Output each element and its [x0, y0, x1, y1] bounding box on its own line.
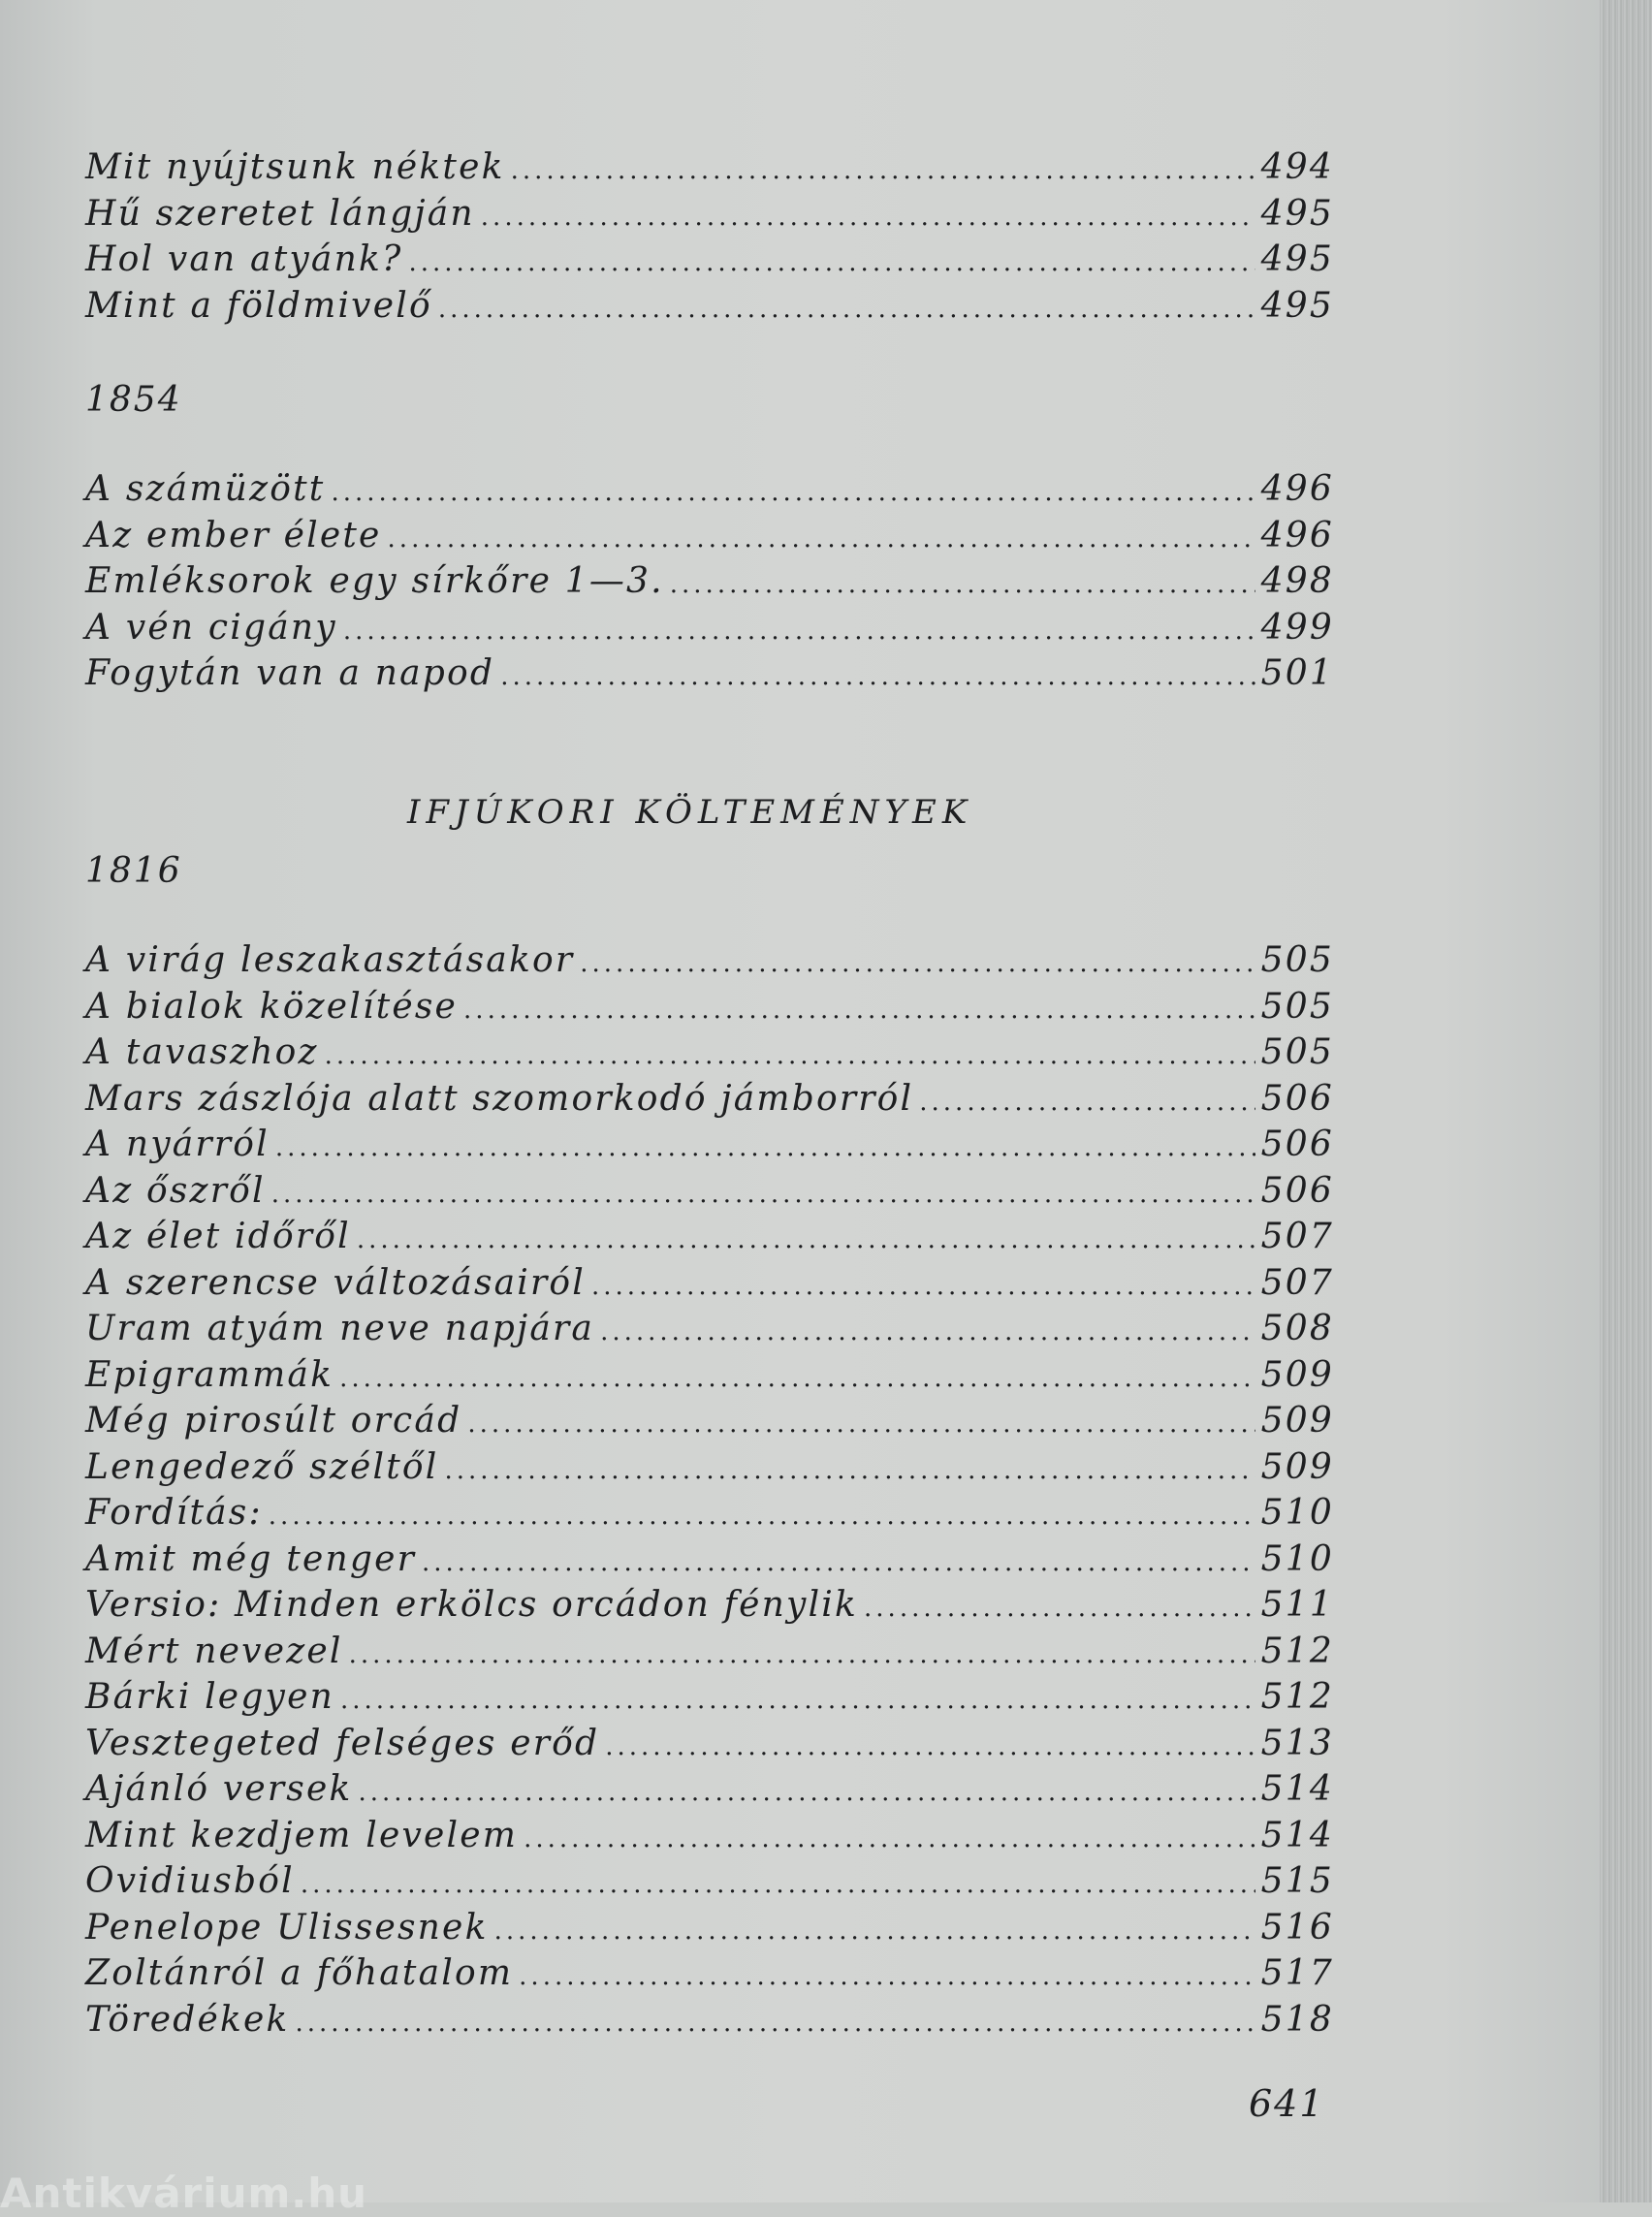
toc-entry-page: 514 [1260, 1815, 1334, 1855]
year-heading-1854: 1854 [85, 380, 182, 420]
toc-entry-title: Epigrammák [85, 1354, 334, 1395]
toc-entry [85, 1263, 1334, 1310]
toc-entry-title: Hű szeretet lángján [85, 193, 475, 234]
toc-entry [85, 286, 1334, 333]
toc-entry-page: 505 [1260, 986, 1334, 1027]
toc-entry-page: 506 [1260, 1124, 1334, 1164]
toc-entry-title: A nyárról [85, 1124, 270, 1164]
dot-leader [325, 1041, 1255, 1070]
toc-entry-page: 516 [1260, 1907, 1334, 1948]
toc-entry-title: Ajánló versek [85, 1769, 353, 1809]
dot-leader [580, 949, 1255, 978]
toc-entry [85, 1401, 1334, 1447]
dot-leader [467, 1409, 1255, 1439]
toc-entry-title: Emléksorok egy sírkőre 1—3. [85, 561, 664, 601]
toc-entry [85, 469, 1334, 516]
toc-entry-title: Mars zászlója alatt szomorkodó jámborról [85, 1078, 914, 1119]
toc-entry [85, 1171, 1334, 1218]
dot-leader [591, 1272, 1255, 1301]
toc-entry [85, 1677, 1334, 1724]
toc-block-1 [85, 147, 1334, 332]
toc-entry-page: 509 [1260, 1446, 1334, 1487]
toc-entry-title: A bialok közelítése [85, 986, 459, 1027]
toc-entry [85, 1539, 1334, 1586]
toc-entry-page: 515 [1260, 1861, 1334, 1901]
toc-entry-page: 495 [1260, 239, 1334, 279]
toc-entry-title: A szerencse változásairól [85, 1262, 587, 1303]
toc-entry [85, 239, 1334, 286]
toc-entry-title: A vén cigány [85, 607, 337, 648]
toc-entry-page: 507 [1260, 1262, 1334, 1303]
dot-leader [463, 996, 1255, 1025]
toc-entry-page: 507 [1260, 1217, 1334, 1256]
toc-entry-page: 510 [1260, 1538, 1334, 1579]
page-number: 641 [1249, 2082, 1325, 2125]
toc-entry-title: Még pirosúlt orcád [85, 1401, 462, 1441]
toc-entry-page: 505 [1260, 940, 1334, 980]
dot-leader [343, 617, 1255, 646]
dot-leader [919, 1088, 1255, 1117]
toc-entry-title: A tavaszhoz [85, 1032, 319, 1072]
toc-entry [85, 516, 1334, 562]
toc-entry [85, 194, 1334, 240]
toc-entry [85, 1447, 1334, 1494]
dot-leader [422, 1548, 1255, 1577]
toc-entry-title: Az ember élete [85, 515, 382, 555]
toc-entry-page: 496 [1260, 515, 1334, 555]
toc-entry [85, 653, 1334, 700]
toc-entry-title: Uram atyám neve napjára [85, 1309, 595, 1348]
toc-entry-page: 506 [1260, 1078, 1334, 1119]
dot-leader [500, 662, 1255, 691]
toc-entry-title: Ovidiusból [85, 1861, 295, 1901]
toc-entry-page: 494 [1260, 147, 1334, 187]
toc-entry [85, 1769, 1334, 1816]
toc-entry-page: 508 [1260, 1309, 1334, 1348]
toc-entry-page: 495 [1260, 193, 1334, 234]
toc-entry-page: 513 [1260, 1723, 1334, 1763]
dot-leader [511, 156, 1255, 185]
watermark: Antikvárium.hu [0, 2169, 368, 2217]
toc-entry-title: Amit még tenger [85, 1538, 417, 1579]
toc-entry-title: Fogytán van a napod [85, 653, 495, 693]
toc-entry-page: 512 [1260, 1631, 1334, 1671]
dot-leader [331, 478, 1255, 507]
dot-leader [438, 295, 1255, 324]
dot-leader [481, 203, 1255, 232]
toc-entry-title: Vesztegeted felséges erőd [85, 1723, 600, 1763]
dot-leader [359, 1778, 1255, 1807]
dot-leader [357, 1225, 1255, 1254]
toc-entry-page: 499 [1260, 607, 1334, 648]
toc-entry-page: 495 [1260, 285, 1334, 326]
toc-entry [85, 1124, 1334, 1171]
dot-leader [388, 524, 1255, 554]
toc-entry [85, 1861, 1334, 1908]
toc-entry-page: 498 [1260, 561, 1334, 601]
toc-entry-page: 514 [1260, 1769, 1334, 1809]
toc-entry-title: Hol van atyánk? [85, 239, 403, 279]
toc-entry-page: 506 [1260, 1170, 1334, 1211]
toc-entry-page: 496 [1260, 469, 1334, 509]
toc-entry-title: Mért nevezel [85, 1631, 343, 1671]
toc-entry-page: 505 [1260, 1032, 1334, 1072]
toc-entry [85, 1217, 1334, 1263]
dot-leader [519, 1962, 1255, 1991]
toc-entry-title: Zoltánról a főhatalom [85, 1953, 514, 1993]
toc-entry [85, 608, 1334, 654]
toc-entry [85, 1309, 1334, 1355]
dot-leader [409, 248, 1255, 277]
toc-entry-page: 501 [1260, 653, 1334, 693]
toc-entry-title: A számüzött [85, 469, 326, 509]
dot-leader [524, 1824, 1255, 1853]
dot-leader [340, 1686, 1255, 1715]
toc-entry [85, 1908, 1334, 1954]
toc-entry [85, 1724, 1334, 1770]
toc-block-2 [85, 469, 1334, 700]
toc-entry-title: Penelope Ulissesnek [85, 1907, 489, 1948]
toc-entry-page: 512 [1260, 1677, 1334, 1717]
toc-entry-page: 517 [1260, 1953, 1334, 1993]
toc-entry [85, 561, 1334, 608]
toc-entry [85, 1816, 1334, 1862]
toc-entry-title: Versio: Minden erkölcs orcádon fénylik [85, 1585, 859, 1625]
dot-leader [349, 1640, 1255, 1669]
toc-entry-title: Az őszről [85, 1170, 266, 1211]
dot-leader [301, 1870, 1255, 1899]
toc-entry-title: Bárki legyen [85, 1677, 334, 1717]
year-heading-1816: 1816 [85, 851, 182, 891]
toc-entry [85, 987, 1334, 1033]
toc-entry-title: A virág leszakasztásakor [85, 940, 575, 980]
toc-entry-page: 509 [1260, 1401, 1334, 1441]
toc-entry-title: Fordítás: [85, 1493, 263, 1533]
toc-entry-title: Az élet időről [85, 1217, 351, 1256]
toc-entry-page: 511 [1260, 1585, 1334, 1625]
toc-entry-title: Mit nyújtsunk néktek [85, 147, 505, 187]
toc-entry-page: 518 [1260, 1999, 1334, 2040]
toc-entry [85, 147, 1334, 194]
section-heading: IFJÚKORI KÖLTEMÉNYEK [407, 793, 973, 832]
dot-leader [445, 1456, 1255, 1485]
dot-leader [605, 1732, 1255, 1761]
toc-entry-title: Töredékek [85, 1999, 290, 2040]
toc-entry [85, 1953, 1334, 2000]
toc-entry-title: Mint kezdjem levelem [85, 1815, 519, 1855]
page-edge [1600, 0, 1652, 2202]
dot-leader [296, 2009, 1255, 2038]
toc-entry-title: Lengedező széltől [85, 1446, 439, 1487]
toc-entry [85, 1355, 1334, 1402]
toc-entry [85, 1079, 1334, 1125]
toc-entry-title: Mint a földmivelő [85, 285, 432, 326]
toc-entry-page: 509 [1260, 1354, 1334, 1395]
toc-block-3 [85, 940, 1334, 2045]
dot-leader [269, 1502, 1255, 1531]
toc-entry [85, 2000, 1334, 2046]
dot-leader [864, 1594, 1255, 1623]
toc-entry [85, 1032, 1334, 1079]
toc-entry [85, 1493, 1334, 1539]
dot-leader [275, 1133, 1255, 1162]
toc-entry-page: 510 [1260, 1493, 1334, 1533]
dot-leader [600, 1317, 1255, 1346]
toc-entry [85, 940, 1334, 987]
toc-entry [85, 1585, 1334, 1631]
dot-leader [339, 1364, 1255, 1393]
dot-leader [670, 570, 1255, 599]
toc-entry [85, 1631, 1334, 1678]
dot-leader [494, 1916, 1255, 1946]
dot-leader [271, 1180, 1255, 1209]
